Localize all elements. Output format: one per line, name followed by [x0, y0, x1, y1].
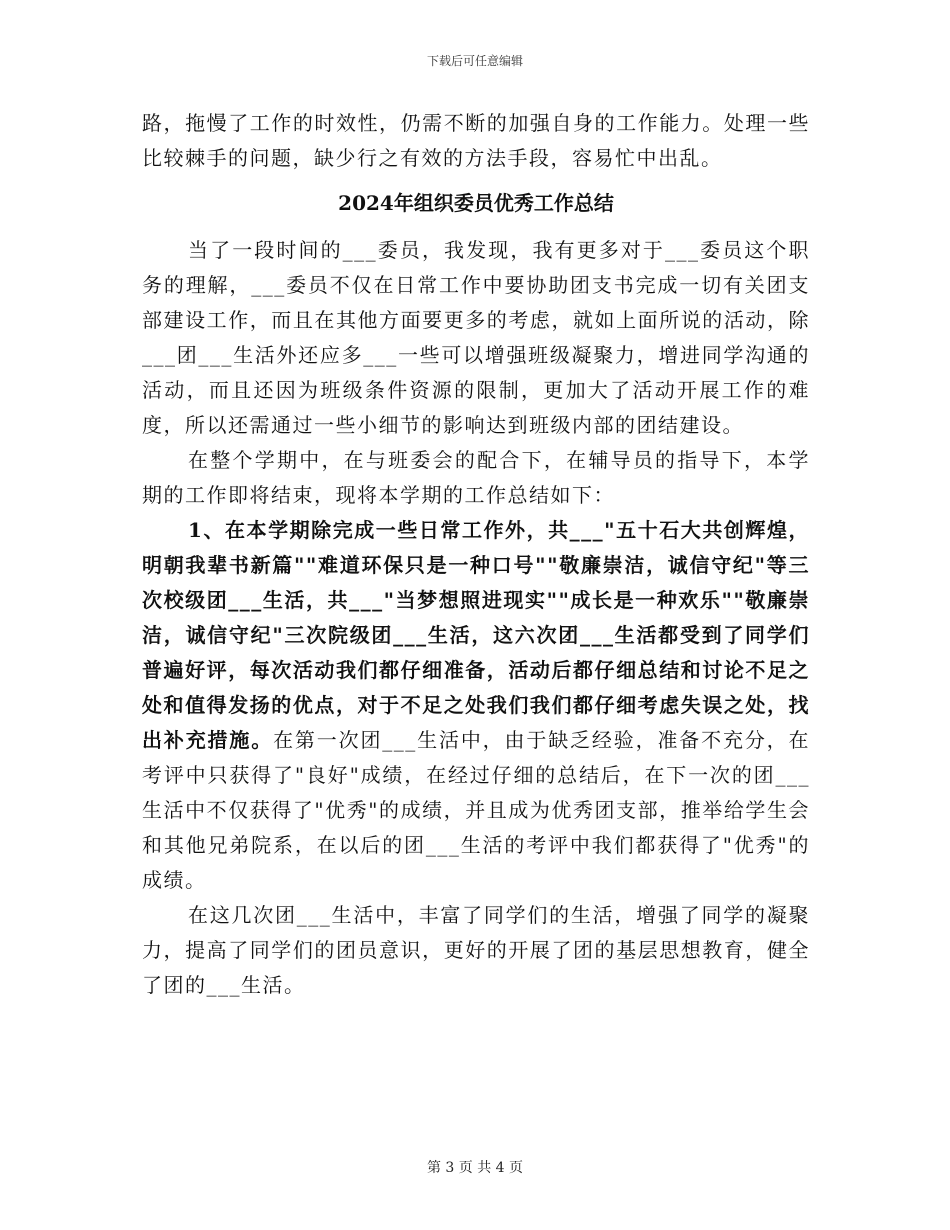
document-body: [142, 106, 810, 1003]
list-item-1: [142, 513, 810, 898]
continued-paragraph: 路，拖慢了工作的时效性，仍需不断的加强自身的工作能力。处理一些比较棘手的问题，缺少行之有效的方法手段，容易忙中出乱。: [142, 111, 810, 170]
page-number: 第 3 页 共 4 页: [426, 1160, 524, 1176]
body-paragraph-last: 在这几次团___生活中，丰富了同学们的生活，增强了同学的凝聚力，提高了同学们的团员意识，更好的开展了团的基层思想教育，健全了团的___生活。: [142, 903, 810, 997]
body-paragraph-1: 当了一段时间的___委员，我发现，我有更多对于___委员这个职务的理解，___委员不仅在日常工作中要协助团支书完成一切有关团支部建设工作，而且在其他方面要更多的考虑，就如上面所说的活动，除___团___生活外还应多___一些可以增强班级凝聚力，增进同学沟通的活动，而且还因为班级条件资源的限制，更加大了活动开展工作的难度，所以还需通过一些小细节的影响达到班级内部的团结建设。: [142, 238, 810, 437]
list-item-1-normal-text: 在第一次团___生活中，由于缺乏经验，准备不充分，在考评中只获得了"良好"成绩，在经过仔细的总结后，在下一次的团___生活中不仅获得了"优秀"的成绩，并且成为优秀团支部，推举给学生会和其他兄弟院系，在以后的团___生活的考评中我们都获得了"优秀"的成绩。: [142, 728, 811, 892]
body-paragraph-2: 在整个学期中，在与班委会的配合下，在辅导员的指导下，本学期的工作即将结束，现将本学期的工作总结如下：: [142, 448, 810, 507]
page-header-note: 下载后可任意编辑: [426, 54, 523, 68]
list-item-1-bold-text: 1、在本学期除完成一些日常工作外，共___"五十石大共创辉煌，明朝我辈书新篇""难道环保只是一种口号""敬廉崇洁，诚信守纪"等三次校级团___生活，共___"当梦想照进现实""成长是一种欢乐""敬廉崇洁，诚信守纪"三次院级团___生活，这六次团___生活都受到了同学们普遍好评，每次活动我们都仔细准备，活动后都仔细总结和讨论不足之处和值得发扬的优点，对于不足之处我们我们都仔细考虑失误之处，找出补充措施。: [142, 518, 810, 752]
document-title: 2024年组织委员优秀工作总结: [338, 191, 614, 215]
